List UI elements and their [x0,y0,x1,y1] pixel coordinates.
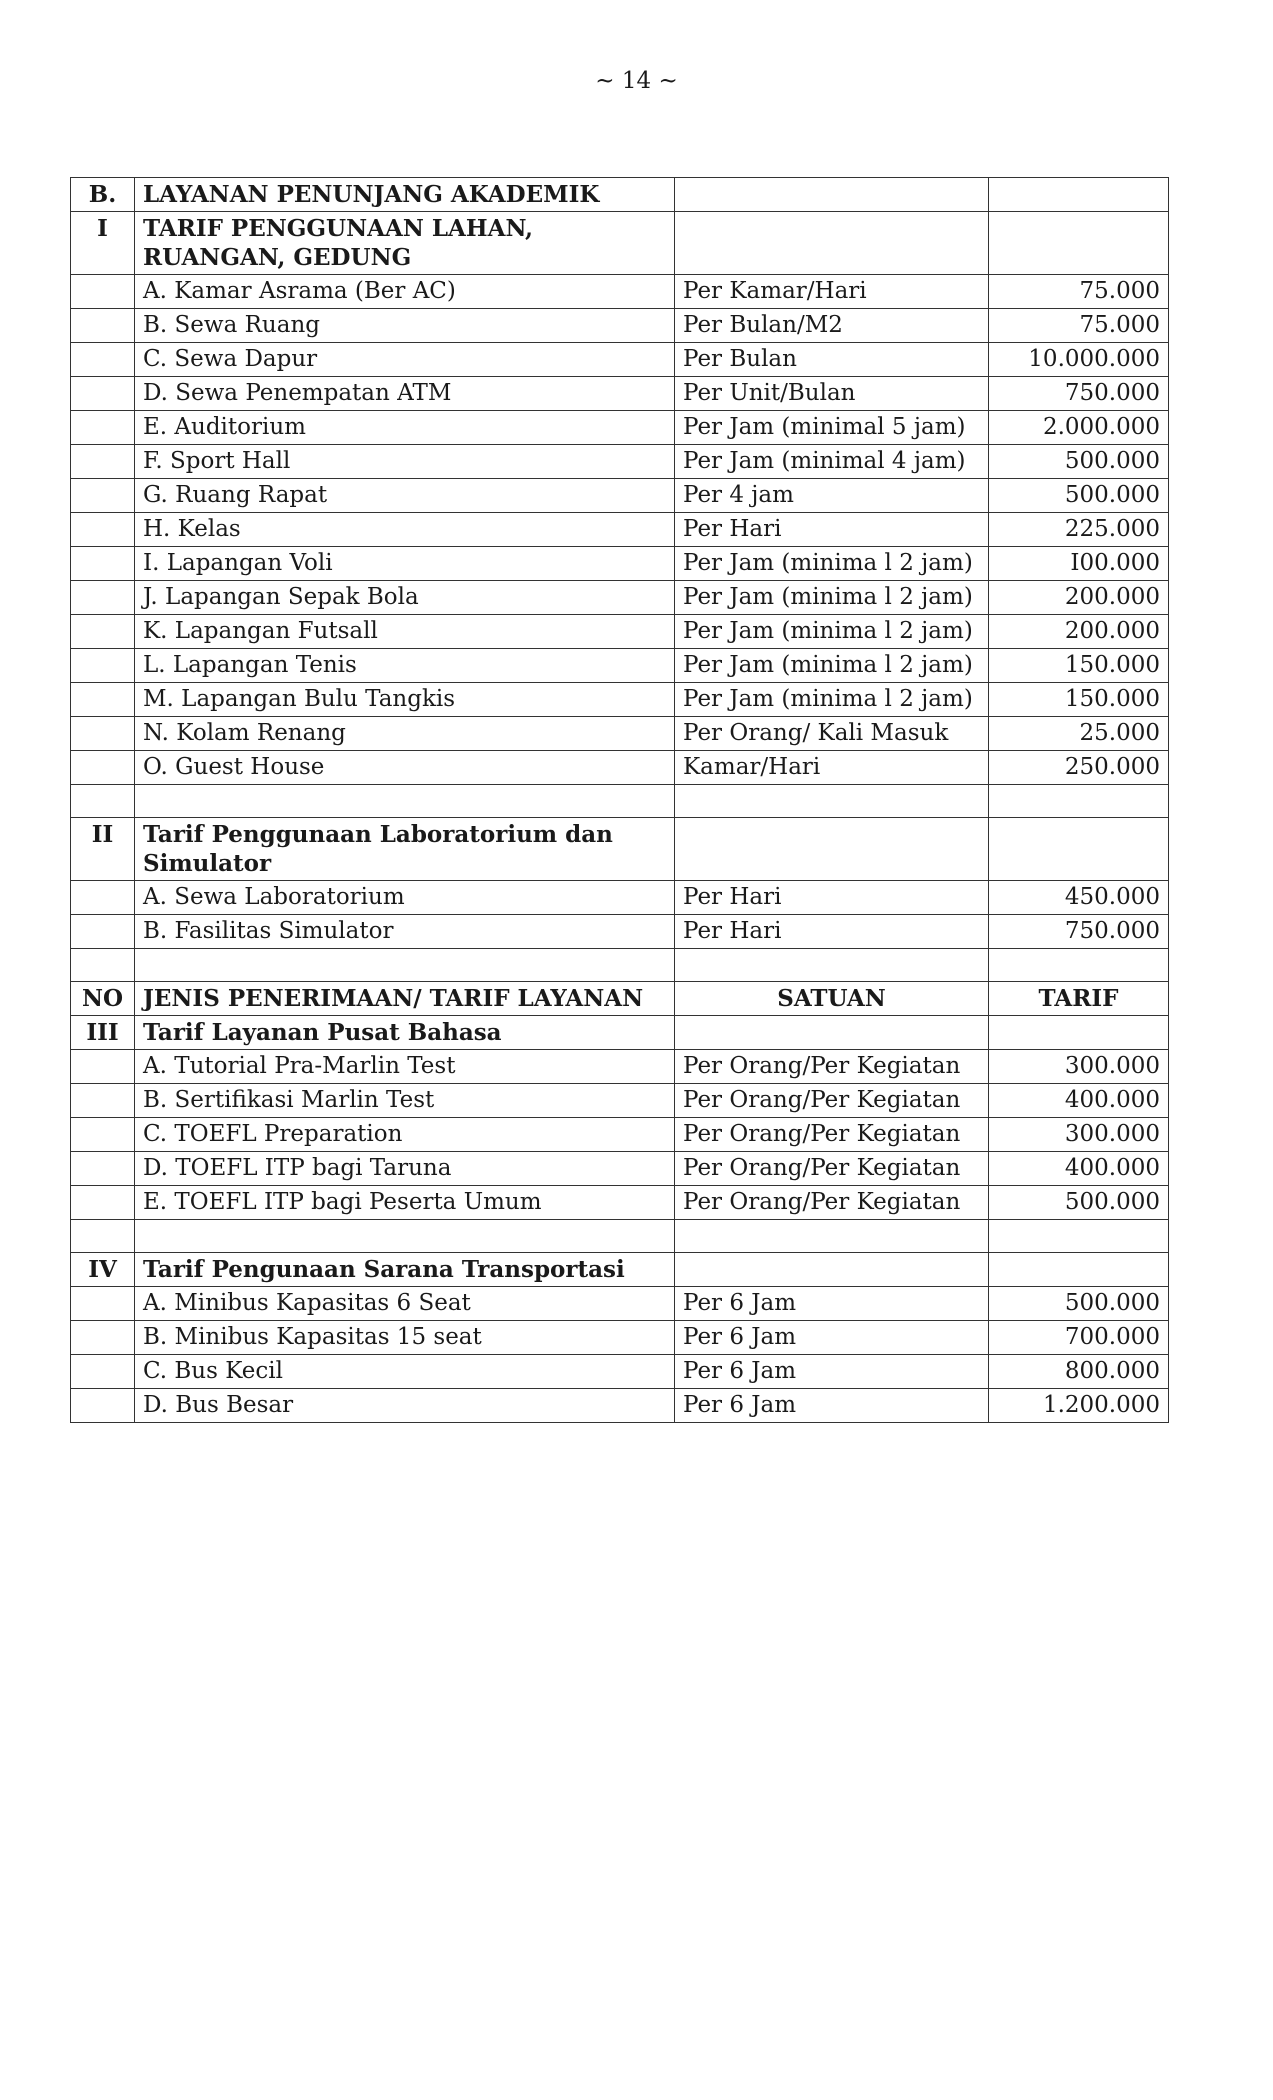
section-row [71,1253,1169,1287]
empty-cell [989,785,1169,818]
item-unit: Per Jam (minima l 2 jam) [675,649,989,683]
item-unit: Per Orang/Per Kegiatan [675,1186,989,1220]
item-rate: 150.000 [989,683,1169,717]
empty-cell [71,785,135,818]
table-row [71,581,1169,615]
item-unit: Per 6 Jam [675,1321,989,1355]
item-rate: 25.000 [989,717,1169,751]
section-number: III [71,1016,135,1050]
item-rate: 400.000 [989,1084,1169,1118]
table-row [71,547,1169,581]
item-rate: 800.000 [989,1355,1169,1389]
section-title: Tarif Pengunaan Sarana Transportasi [135,1253,675,1287]
section-title: Tarif Penggunaan Laboratorium dan Simulator [135,818,675,881]
item-unit: Per 6 Jam [675,1389,989,1423]
item-unit: Per Jam (minima l 2 jam) [675,683,989,717]
item-name: B. Sewa Ruang [135,309,675,343]
item-unit: Per Orang/Per Kegiatan [675,1118,989,1152]
row-number-cell [71,275,135,309]
section-rate-cell [989,212,1169,275]
item-name: E. TOEFL ITP bagi Peserta Umum [135,1186,675,1220]
table-row [71,915,1169,949]
section-row [71,178,1169,212]
row-number-cell [71,717,135,751]
item-rate: 500.000 [989,1186,1169,1220]
item-rate: 200.000 [989,581,1169,615]
item-name: I. Lapangan Voli [135,547,675,581]
item-unit: Per Jam (minima l 2 jam) [675,547,989,581]
section-row [71,818,1169,881]
item-name: E. Auditorium [135,411,675,445]
item-rate: 75.000 [989,275,1169,309]
section-rate-cell [989,1016,1169,1050]
table-row [71,717,1169,751]
item-unit: Per Unit/Bulan [675,377,989,411]
table-row [71,751,1169,785]
row-number-cell [71,1355,135,1389]
table-row [71,1287,1169,1321]
table-row [71,275,1169,309]
row-number-cell [71,683,135,717]
table-row [71,1084,1169,1118]
row-number-cell [71,445,135,479]
row-number-cell [71,1389,135,1423]
item-name: F. Sport Hall [135,445,675,479]
tariff-table [70,177,1169,1423]
section-row [71,212,1169,275]
section-title: Tarif Layanan Pusat Bahasa [135,1016,675,1050]
section-number: I [71,212,135,275]
header-name: JENIS PENERIMAAN/ TARIF LAYANAN [135,982,675,1016]
section-rate-cell [989,818,1169,881]
spacer-row [71,785,1169,818]
item-unit: Per Bulan [675,343,989,377]
item-name: C. Bus Kecil [135,1355,675,1389]
table-row [71,1118,1169,1152]
table-row [71,649,1169,683]
section-unit-cell [675,178,989,212]
item-name: M. Lapangan Bulu Tangkis [135,683,675,717]
item-name: D. Sewa Penempatan ATM [135,377,675,411]
item-rate: 500.000 [989,445,1169,479]
row-number-cell [71,513,135,547]
item-name: K. Lapangan Futsall [135,615,675,649]
item-name: D. TOEFL ITP bagi Taruna [135,1152,675,1186]
header-rate: TARIF [989,982,1169,1016]
item-rate: 500.000 [989,479,1169,513]
item-unit: Per Orang/ Kali Masuk [675,717,989,751]
item-unit: Per Hari [675,513,989,547]
item-unit: Per 4 jam [675,479,989,513]
table-row [71,343,1169,377]
item-name: O. Guest House [135,751,675,785]
table-row [71,1389,1169,1423]
table-row [71,1152,1169,1186]
section-title: LAYANAN PENUNJANG AKADEMIK [135,178,675,212]
item-rate: 400.000 [989,1152,1169,1186]
item-name: H. Kelas [135,513,675,547]
item-unit: Per Orang/Per Kegiatan [675,1152,989,1186]
row-number-cell [71,1050,135,1084]
row-number-cell [71,309,135,343]
row-number-cell [71,547,135,581]
table-row [71,1050,1169,1084]
section-row [71,1016,1169,1050]
table-row [71,683,1169,717]
item-rate: 450.000 [989,881,1169,915]
row-number-cell [71,1321,135,1355]
item-rate: 10.000.000 [989,343,1169,377]
table-row [71,377,1169,411]
item-rate: 300.000 [989,1118,1169,1152]
empty-cell [135,949,675,982]
section-number: B. [71,178,135,212]
item-rate: 75.000 [989,309,1169,343]
table-row [71,309,1169,343]
item-name: B. Minibus Kapasitas 15 seat [135,1321,675,1355]
item-unit: Per Bulan/M2 [675,309,989,343]
table-row [71,1321,1169,1355]
empty-cell [71,1220,135,1253]
item-rate: 2.000.000 [989,411,1169,445]
item-name: A. Tutorial Pra-Marlin Test [135,1050,675,1084]
item-rate: I00.000 [989,547,1169,581]
item-rate: 500.000 [989,1287,1169,1321]
table-row [71,411,1169,445]
item-unit: Per Hari [675,915,989,949]
item-rate: 750.000 [989,377,1169,411]
spacer-row [71,949,1169,982]
empty-cell [675,785,989,818]
item-rate: 200.000 [989,615,1169,649]
item-unit: Per Jam (minimal 5 jam) [675,411,989,445]
item-name: A. Sewa Laboratorium [135,881,675,915]
section-unit-cell [675,212,989,275]
empty-cell [675,1220,989,1253]
item-rate: 700.000 [989,1321,1169,1355]
row-number-cell [71,343,135,377]
table-row [71,445,1169,479]
empty-cell [135,785,675,818]
row-number-cell [71,1186,135,1220]
empty-cell [135,1220,675,1253]
item-unit: Kamar/Hari [675,751,989,785]
section-unit-cell [675,1253,989,1287]
row-number-cell [71,649,135,683]
section-title: TARIF PENGGUNAAN LAHAN, RUANGAN, GEDUNG [135,212,675,275]
table-row [71,615,1169,649]
page-number: ~ 14 ~ [595,68,678,94]
row-number-cell [71,377,135,411]
empty-cell [675,949,989,982]
item-unit: Per 6 Jam [675,1355,989,1389]
section-rate-cell [989,178,1169,212]
row-number-cell [71,1287,135,1321]
section-rate-cell [989,1253,1169,1287]
item-unit: Per Jam (minimal 4 jam) [675,445,989,479]
spacer-row [71,1220,1169,1253]
empty-cell [989,949,1169,982]
item-name: D. Bus Besar [135,1389,675,1423]
item-name: L. Lapangan Tenis [135,649,675,683]
item-unit: Per Jam (minima l 2 jam) [675,581,989,615]
row-number-cell [71,1118,135,1152]
item-name: C. Sewa Dapur [135,343,675,377]
item-name: B. Sertifikasi Marlin Test [135,1084,675,1118]
empty-cell [989,1220,1169,1253]
item-unit: Per Orang/Per Kegiatan [675,1050,989,1084]
row-number-cell [71,479,135,513]
table-row [71,1186,1169,1220]
item-unit: Per Kamar/Hari [675,275,989,309]
section-unit-cell [675,818,989,881]
tariff-table-body [71,178,1169,1423]
row-number-cell [71,581,135,615]
table-row [71,479,1169,513]
section-unit-cell [675,1016,989,1050]
row-number-cell [71,751,135,785]
item-name: G. Ruang Rapat [135,479,675,513]
item-name: N. Kolam Renang [135,717,675,751]
header-no: NO [71,982,135,1016]
table-row [71,881,1169,915]
column-header-row [71,982,1169,1016]
item-name: A. Minibus Kapasitas 6 Seat [135,1287,675,1321]
item-rate: 225.000 [989,513,1169,547]
row-number-cell [71,411,135,445]
row-number-cell [71,615,135,649]
item-rate: 150.000 [989,649,1169,683]
header-unit: SATUAN [675,982,989,1016]
item-rate: 250.000 [989,751,1169,785]
table-row [71,1355,1169,1389]
item-unit: Per Jam (minima l 2 jam) [675,615,989,649]
section-number: II [71,818,135,881]
table-row [71,513,1169,547]
item-name: A. Kamar Asrama (Ber AC) [135,275,675,309]
section-number: IV [71,1253,135,1287]
row-number-cell [71,915,135,949]
item-rate: 1.200.000 [989,1389,1169,1423]
item-unit: Per 6 Jam [675,1287,989,1321]
item-unit: Per Hari [675,881,989,915]
row-number-cell [71,1084,135,1118]
item-rate: 750.000 [989,915,1169,949]
row-number-cell [71,881,135,915]
item-rate: 300.000 [989,1050,1169,1084]
item-name: C. TOEFL Preparation [135,1118,675,1152]
item-name: B. Fasilitas Simulator [135,915,675,949]
row-number-cell [71,1152,135,1186]
empty-cell [71,949,135,982]
item-name: J. Lapangan Sepak Bola [135,581,675,615]
item-unit: Per Orang/Per Kegiatan [675,1084,989,1118]
